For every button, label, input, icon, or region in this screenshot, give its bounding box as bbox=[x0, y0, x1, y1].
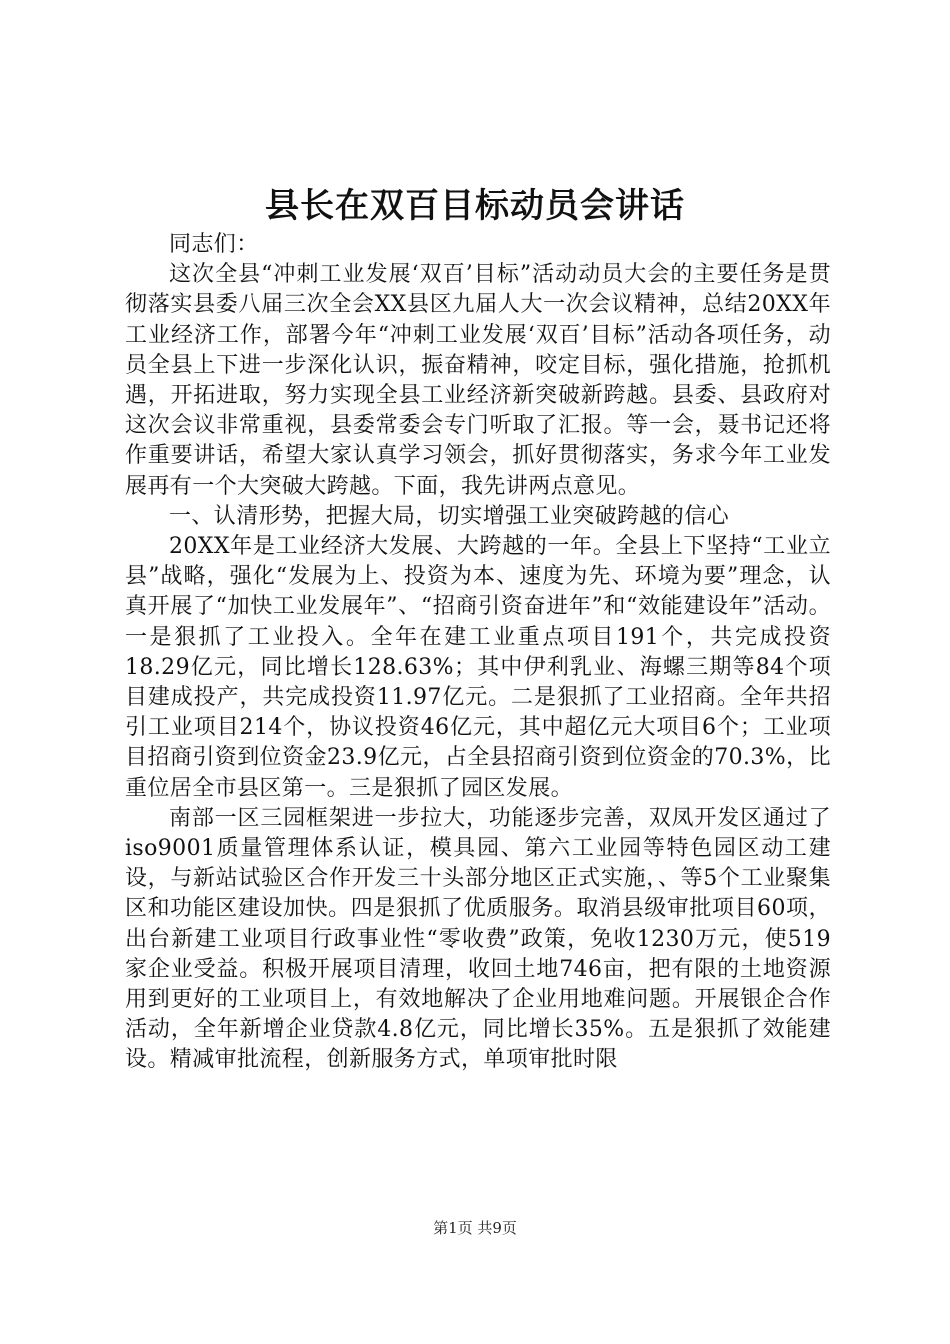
salutation: 同志们： bbox=[169, 232, 259, 257]
paragraph-parks: 南部一区三园框架进一步拉大，功能逐步完善，双凤开发区通过了iso9001质量管理体系认证，模具园、第六工业园等特色园区动工建设，与新站试验区合作开发三十头部分地区正式实施，、等5个工业聚集区和功能区建设加快。四是狠抓了优质服务。取消县级审批项目60项，出台新建工业项目行政事业性“零收费”政策，免收1230万元，使519家企业受益。积极开展项目清理，收回土地746亩，把有限的土地资源用到更好的工业项目上，有效地解决了企业用地难问题。开展银企合作活动，全年新增企业贷款4.8亿元，同比增长35%。五是狠抓了效能建设。精减审批流程，创新服务方式，单项审批时限 bbox=[125, 805, 831, 1073]
document-body bbox=[125, 230, 831, 1076]
page-number: 第1页 共9页 bbox=[433, 1219, 517, 1237]
paragraph-achievements: 20XX年是工业经济大发展、大跨越的一年。全县上下坚持“工业立县”战略，强化“发展为上、投资为本、速度为先、环境为要”理念，认真开展了“加快工业发展年”、“招商引资奋进年”和“效能建设年”活动。一是狠抓了工业投入。全年在建工业重点项目191个，共完成投资18.29亿元，同比增长128.63%；其中伊利乳业、海螺三期等84个项目建成投产，共完成投资11.97亿元。二是狠抓了工业招商。全年共招引工业项目214个，协议投资46亿元，其中超亿元大项目6个；工业项目招商引资到位资金23.9亿元，占全县招商引资到位资金的70.3%，比重位居全市县区第一。三是狠抓了园区发展。 bbox=[125, 534, 831, 801]
document-title: 县长在双百目标动员会讲话 bbox=[265, 186, 685, 226]
section-heading: 一、认清形势，把握大局，切实增强工业突破跨越的信心 bbox=[169, 503, 730, 529]
paragraph-intro: 这次全县“冲刺工业发展‘双百’目标”活动动员大会的主要任务是贯彻落实县委八届三次全会XX县区九届人大一次会议精神，总结20XX年工业经济工作，部署今年“冲刺工业发展‘双百’目标”活动各项任务，动员全县上下进一步深化认识，振奋精神，咬定目标，强化措施，抢抓机遇，开拓进取，努力实现全县工业经济新突破新跨越。县委、县政府对这次会议非常重视，县委常委会专门听取了汇报。等一会，聂书记还将作重要讲话，希望大家认真学习领会，抓好贯彻落实，务求今年工业发展再有一个大突破大跨越。下面，我先讲两点意见。 bbox=[125, 262, 831, 499]
